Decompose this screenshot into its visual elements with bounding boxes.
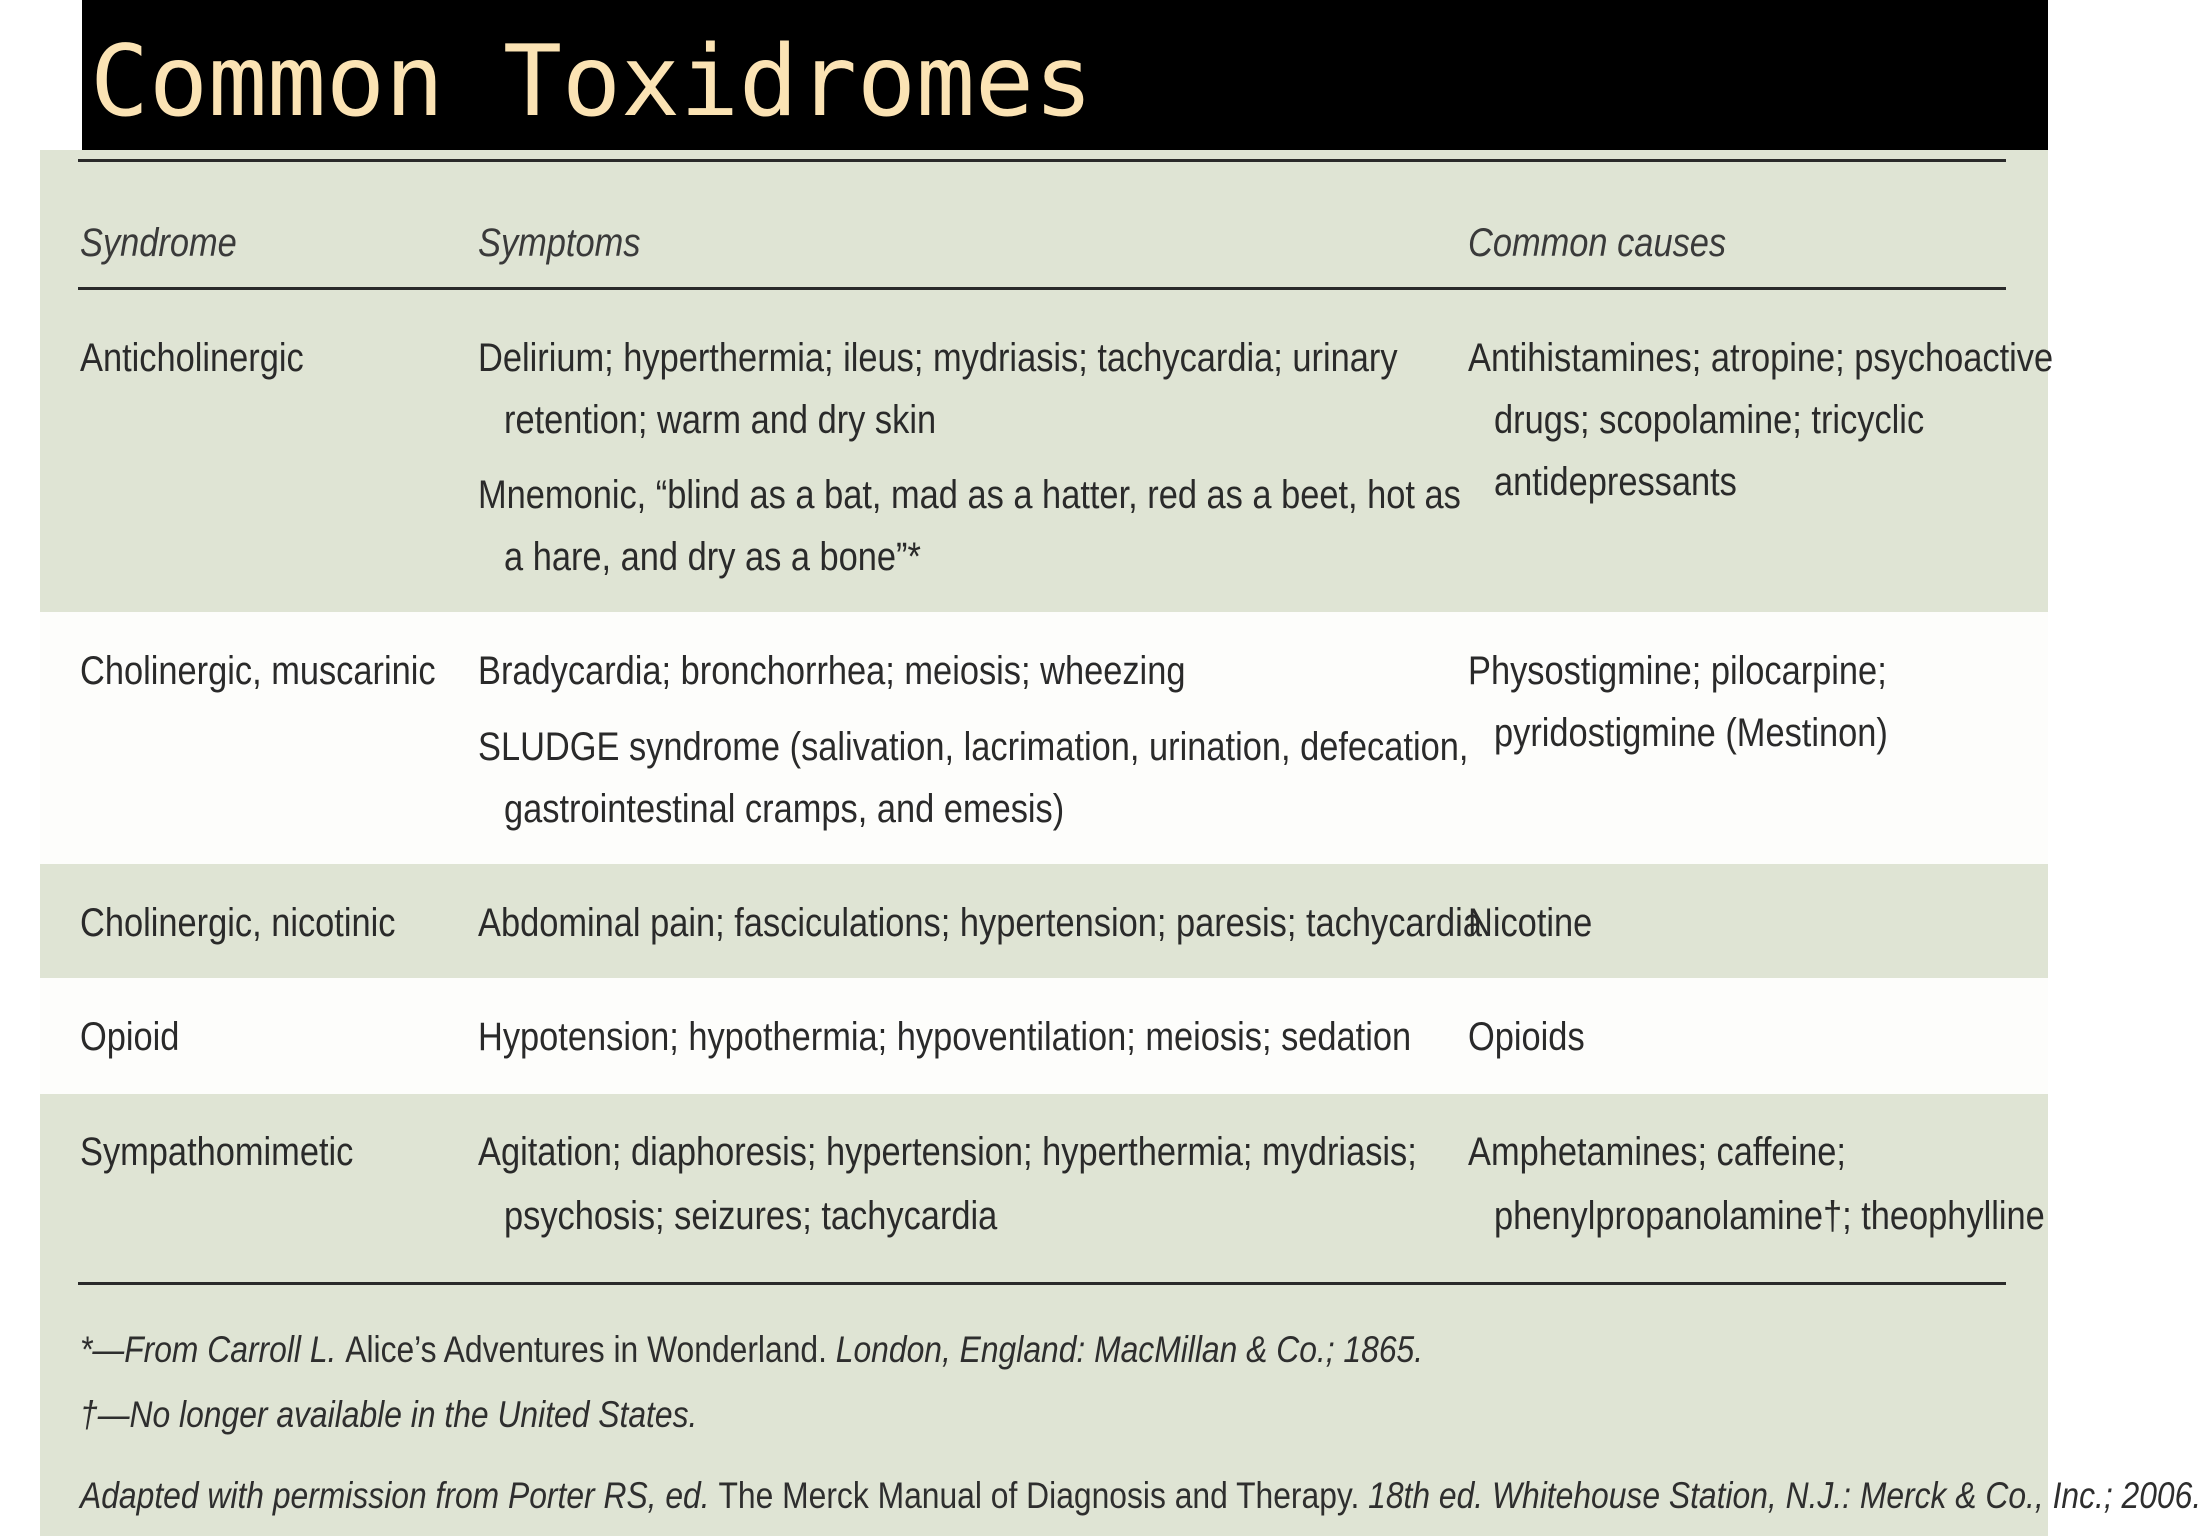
footnote-book-title: Alice’s Adventures in Wonderland. — [345, 1329, 827, 1370]
table-top-rule — [78, 159, 2006, 162]
symptom-line: retention; warm and dry skin — [504, 398, 937, 442]
cause-line: phenylpropanolamine†; theophylline — [1494, 1194, 2045, 1238]
symptom-line: a hare, and dry as a bone”* — [504, 535, 921, 579]
cause-line: Physostigmine; pilocarpine; — [1468, 649, 1887, 693]
title-bar — [82, 0, 2048, 155]
footnote-part: 18th ed. Whitehouse Station, N.J.: Merck & Co., Inc.; 2006. — [1359, 1475, 2201, 1516]
symptom-line: Bradycardia; bronchorrhea; meiosis; wheezing — [478, 649, 1186, 693]
header-syndrome: Syndrome — [80, 221, 237, 265]
cause-line: Amphetamines; caffeine; — [1468, 1130, 1846, 1174]
header-rule — [78, 287, 2006, 290]
symptom-line: gastrointestinal cramps, and emesis) — [504, 787, 1065, 831]
footnote-adapted-source — [80, 1465, 2201, 1527]
footnote-part: London, England: MacMillan & Co.; 1865. — [826, 1329, 1424, 1370]
header-common-causes: Common causes — [1468, 221, 1727, 265]
footnote-part: *—From Carroll L. — [80, 1329, 346, 1370]
cause-line: antidepressants — [1494, 460, 1737, 504]
footnote-availability: †—No longer available in the United States. — [80, 1394, 698, 1435]
footnote-mnemonic-source — [80, 1319, 1423, 1381]
syndrome-anticholinergic: Anticholinergic — [80, 336, 304, 380]
cause-line: drugs; scopolamine; tricyclic — [1494, 398, 1925, 442]
syndrome-cholinergic-nicotinic: Cholinergic, nicotinic — [80, 901, 396, 945]
table-bottom-rule — [78, 1282, 2006, 1285]
footnote-manual-title: The Merck Manual of Diagnosis and Therapy. — [718, 1475, 1360, 1516]
symptom-line: SLUDGE syndrome (salivation, lacrimation, urination, defecation, — [478, 725, 1469, 769]
cause-line: Nicotine — [1468, 901, 1593, 945]
cause-line: Opioids — [1468, 1015, 1585, 1059]
symptom-line: psychosis; seizures; tachycardia — [504, 1194, 998, 1238]
header-symptoms: Symptoms — [478, 221, 641, 265]
symptom-line: Delirium; hyperthermia; ileus; mydriasis; tachycardia; urinary — [478, 336, 1398, 380]
symptom-line: Mnemonic, “blind as a bat, mad as a hatter, red as a beet, hot as — [478, 473, 1461, 517]
syndrome-sympathomimetic: Sympathomimetic — [80, 1130, 354, 1174]
symptom-line: Hypotension; hypothermia; hypoventilation; meiosis; sedation — [478, 1015, 1412, 1059]
symptom-line: Agitation; diaphoresis; hypertension; hyperthermia; mydriasis; — [478, 1130, 1417, 1174]
syndrome-opioid: Opioid — [80, 1015, 180, 1059]
cause-line: pyridostigmine (Mestinon) — [1494, 711, 1888, 755]
slide-title: Common Toxidromes — [90, 25, 1094, 139]
footnote-part: Adapted with permission from Porter RS, ed. — [80, 1475, 719, 1516]
cause-line: Antihistamines; atropine; psychoactive — [1468, 336, 2054, 380]
syndrome-cholinergic-muscarinic: Cholinergic, muscarinic — [80, 649, 436, 693]
symptom-line: Abdominal pain; fasciculations; hypertension; paresis; tachycardia — [478, 901, 1482, 945]
